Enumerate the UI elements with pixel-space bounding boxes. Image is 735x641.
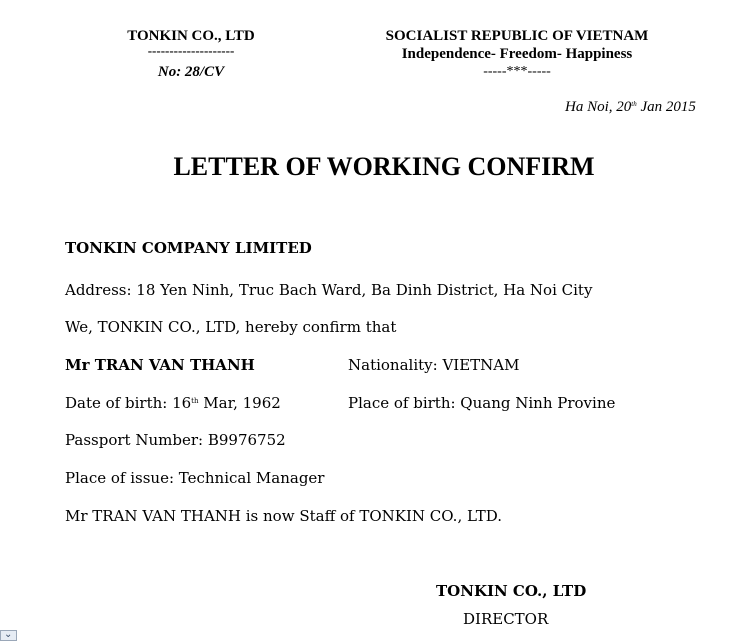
chevron-down-icon: ⌄ bbox=[4, 629, 13, 640]
dob-rest: Mar, 1962 bbox=[198, 394, 281, 412]
date-of-birth bbox=[65, 394, 281, 412]
date-line bbox=[565, 99, 696, 116]
date-day-suffix: th bbox=[631, 100, 637, 108]
person-name: Mr TRAN VAN THANH bbox=[65, 356, 255, 374]
date-rest: Jan 2015 bbox=[636, 99, 696, 115]
company-address: Address: 18 Yen Ninh, Truc Bach Ward, Ba Dinh District, Ha Noi City bbox=[65, 281, 593, 299]
company-header: TONKIN CO., LTD bbox=[127, 28, 255, 44]
staff-statement: Mr TRAN VAN THANH is now Staff of TONKIN CO., LTD. bbox=[65, 507, 502, 525]
confirm-intro: We, TONKIN CO., LTD, hereby confirm that bbox=[65, 318, 397, 336]
signature-role: DIRECTOR bbox=[463, 610, 549, 628]
place-of-issue: Place of issue: Technical Manager bbox=[65, 469, 325, 487]
page-title: LETTER OF WORKING CONFIRM bbox=[173, 152, 595, 181]
signature-company: TONKIN CO., LTD bbox=[436, 582, 587, 600]
motto: Independence- Freedom- Happiness bbox=[401, 46, 633, 62]
country-header: SOCIALIST REPUBLIC OF VIETNAM bbox=[385, 28, 649, 44]
header-right-divider: -----***----- bbox=[483, 64, 551, 79]
dob-prefix: Date of birth: 16 bbox=[65, 394, 192, 412]
document-number: No: 28/CV bbox=[157, 64, 225, 80]
dob-suffix: th bbox=[191, 397, 199, 405]
header-left-divider: -------------------- bbox=[147, 43, 235, 58]
nationality: Nationality: VIETNAM bbox=[348, 356, 520, 374]
place-of-birth: Place of birth: Quang Ninh Provine bbox=[348, 394, 616, 412]
company-name: TONKIN COMPANY LIMITED bbox=[65, 239, 312, 257]
passport-number: Passport Number: B9976752 bbox=[65, 431, 286, 449]
date-prefix: Ha Noi, 20 bbox=[565, 99, 632, 115]
scroll-down-button[interactable] bbox=[0, 630, 17, 641]
